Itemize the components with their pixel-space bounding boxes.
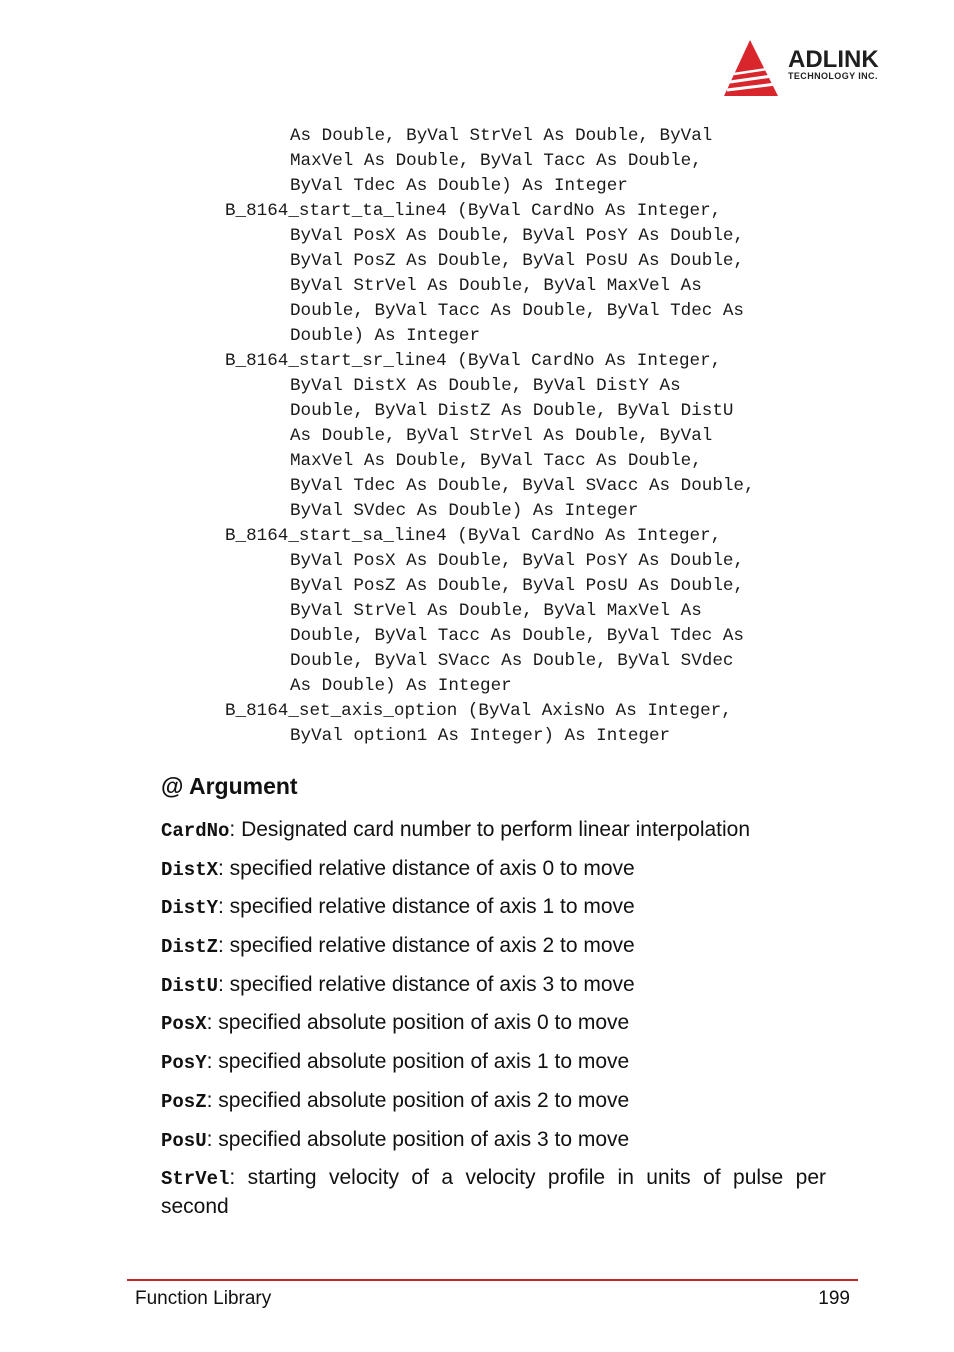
- code-line: ByVal PosZ As Double, ByVal PosU As Double,: [290, 251, 744, 271]
- code-line: B_8164_start_sr_line4 (ByVal CardNo As Integer,: [225, 351, 722, 371]
- argument-item: [161, 932, 826, 971]
- code-line: ByVal DistX As Double, ByVal DistY As: [290, 376, 681, 396]
- adlink-triangle-icon: [722, 38, 784, 100]
- argument-item: [161, 1087, 826, 1126]
- argument-name: DistU: [161, 974, 219, 997]
- argument-list: [161, 816, 826, 1221]
- code-line: ByVal PosZ As Double, ByVal PosU As Double,: [290, 576, 744, 596]
- argument-name: DistX: [161, 858, 219, 881]
- code-line: ByVal SVdec As Double) As Integer: [290, 501, 639, 521]
- argument-description: : Designated card number to perform linear interpolation: [229, 818, 751, 841]
- argument-name: PosU: [161, 1129, 207, 1152]
- code-line: Double, ByVal Tacc As Double, ByVal Tdec As: [290, 301, 744, 321]
- logo-brand: ADLINK: [788, 46, 879, 73]
- argument-item: [161, 1048, 826, 1087]
- code-line: B_8164_start_ta_line4 (ByVal CardNo As Integer,: [225, 201, 722, 221]
- argument-name: StrVel: [161, 1168, 230, 1191]
- code-line: B_8164_set_axis_option (ByVal AxisNo As Integer,: [225, 701, 732, 721]
- code-block: [225, 124, 845, 749]
- code-line: ByVal StrVel As Double, ByVal MaxVel As: [290, 601, 702, 621]
- argument-description: : specified relative distance of axis 3 to move: [218, 972, 635, 996]
- argument-description: : specified relative distance of axis 0 to move: [218, 856, 635, 880]
- argument-name: PosZ: [161, 1090, 207, 1113]
- argument-item: [161, 893, 826, 932]
- logo-subtitle: TECHNOLOGY INC.: [788, 71, 878, 81]
- argument-description: : specified absolute position of axis 1 to move: [206, 1050, 630, 1074]
- code-line: ByVal PosX As Double, ByVal PosY As Double,: [290, 551, 744, 571]
- adlink-logo: [722, 38, 912, 100]
- code-line: Double, ByVal SVacc As Double, ByVal SVdec: [290, 651, 734, 671]
- argument-description: : specified absolute position of axis 2 to move: [206, 1088, 630, 1112]
- argument-item: [161, 855, 826, 894]
- footer-section: Function Library: [135, 1288, 272, 1309]
- code-line: Double, ByVal DistZ As Double, ByVal DistU: [290, 401, 734, 421]
- code-line: B_8164_start_sa_line4 (ByVal CardNo As Integer,: [225, 526, 722, 546]
- argument-item: [161, 971, 826, 1010]
- code-line: Double) As Integer: [290, 326, 481, 346]
- argument-name: DistZ: [161, 936, 219, 959]
- argument-name: DistY: [161, 897, 219, 920]
- argument-item: [161, 1126, 826, 1165]
- code-line: ByVal Tdec As Double) As Integer: [290, 176, 628, 196]
- code-line: ByVal Tdec As Double, ByVal SVacc As Double,: [290, 476, 755, 496]
- section-heading: @ Argument: [161, 773, 298, 799]
- code-line: ByVal option1 As Integer) As Integer: [290, 726, 671, 746]
- argument-description: : starting velocity of a velocity profile in units of pulse per second: [161, 1166, 826, 1219]
- argument-item: [161, 1009, 826, 1048]
- argument-name: PosX: [161, 1013, 207, 1036]
- code-line: As Double, ByVal StrVel As Double, ByVal: [290, 426, 713, 446]
- code-line: As Double, ByVal StrVel As Double, ByVal: [290, 126, 713, 146]
- code-line: MaxVel As Double, ByVal Tacc As Double,: [290, 151, 702, 171]
- code-line: ByVal StrVel As Double, ByVal MaxVel As: [290, 276, 702, 296]
- argument-description: : specified absolute position of axis 0 to move: [206, 1011, 630, 1035]
- argument-name: PosY: [161, 1052, 207, 1075]
- argument-description: : specified relative distance of axis 1 to move: [218, 895, 635, 919]
- argument-description: : specified relative distance of axis 2 to move: [218, 934, 635, 958]
- argument-name: CardNo: [161, 820, 230, 842]
- argument-item: [161, 816, 826, 855]
- page-number: 199: [818, 1288, 850, 1309]
- code-line: As Double) As Integer: [290, 676, 512, 696]
- code-line: MaxVel As Double, ByVal Tacc As Double,: [290, 451, 702, 471]
- code-line: Double, ByVal Tacc As Double, ByVal Tdec As: [290, 626, 744, 646]
- argument-description: : specified absolute position of axis 3 to move: [206, 1127, 630, 1151]
- footer-rule: [127, 1279, 858, 1281]
- code-line: ByVal PosX As Double, ByVal PosY As Double,: [290, 226, 744, 246]
- argument-item: [161, 1164, 826, 1221]
